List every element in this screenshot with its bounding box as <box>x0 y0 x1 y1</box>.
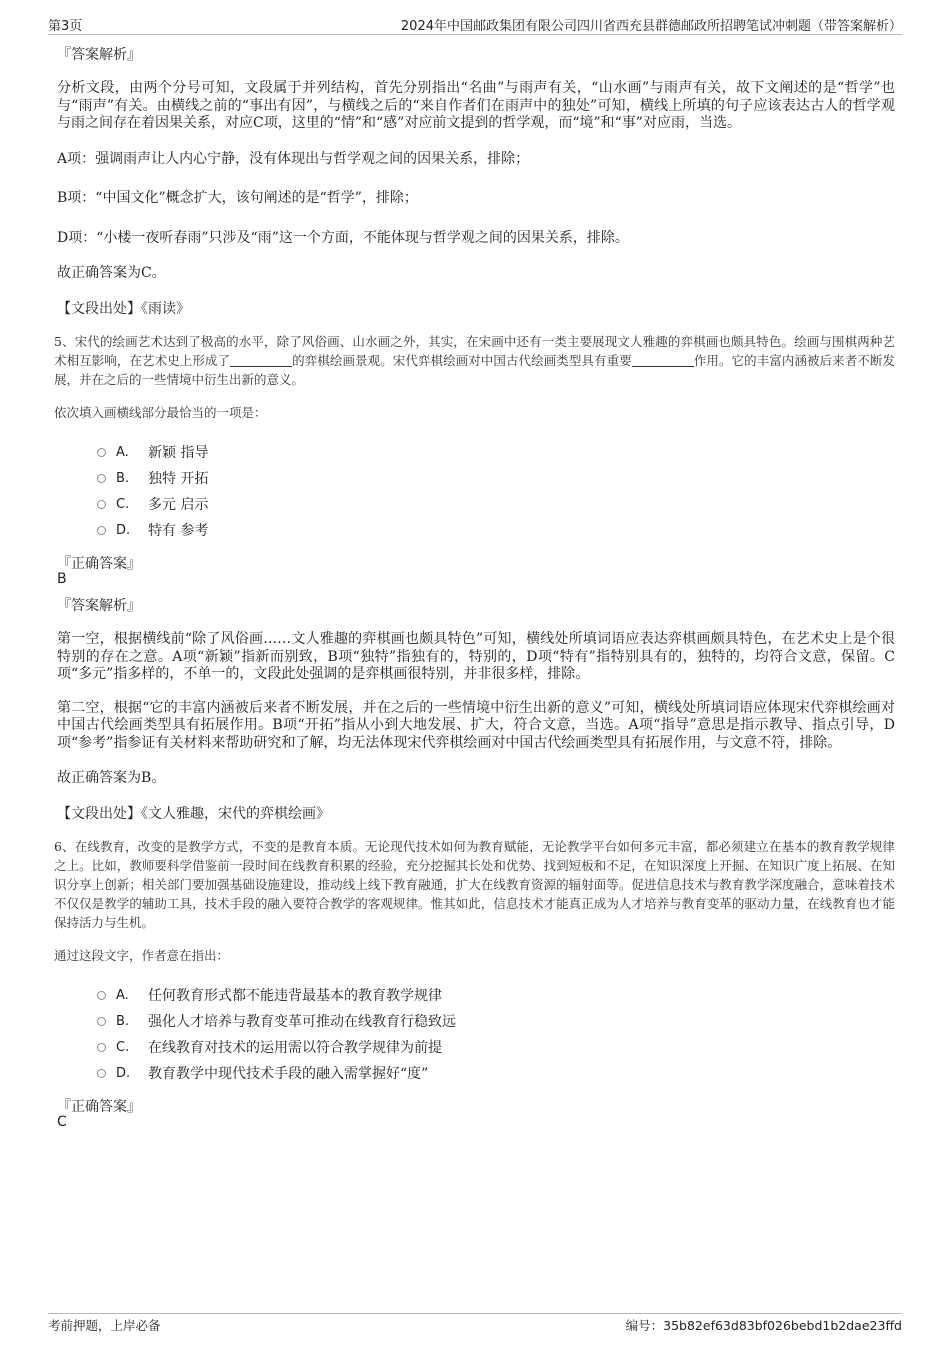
q5-stem-part1: 5、宋代的绘画艺术达到了极高的水平，除了风俗画、山水画之外，其实，在宋画中还有一类主要展现文人雅趣的弈棋画也颇具特色。绘画与围棋两种艺术相互影响，在艺术史上形成了 <box>54 334 895 368</box>
option-label: D. <box>116 522 131 538</box>
option-text: 在线教育对技术的运用需以符合教学规律为前提 <box>148 1040 442 1056</box>
radio-icon[interactable] <box>97 526 106 535</box>
q4-conclusion: 故正确答案为C。 <box>57 265 166 281</box>
main-content <box>54 44 895 1138</box>
radio-icon[interactable] <box>97 1043 106 1052</box>
option-label: C. <box>116 496 130 512</box>
option-label: B. <box>116 1013 130 1029</box>
q5-prompt: 依次填入画横线部分最恰当的一项是： <box>54 405 267 420</box>
q5-options <box>97 439 895 543</box>
q5-analysis-tag: 『答案解析』 <box>57 598 141 614</box>
option-label: C. <box>116 1039 130 1055</box>
option-label: B. <box>116 470 130 486</box>
q6-options <box>97 982 895 1086</box>
q4-analysis-option-b: B项：“中国文化”概念扩大，该句阐述的是“哲学”，排除； <box>57 190 418 206</box>
q5-option-d[interactable] <box>97 517 895 543</box>
option-text: 独特 开拓 <box>148 471 209 487</box>
q6-option-c[interactable] <box>97 1034 895 1060</box>
q5-analysis-paragraph-1: 第一空，根据横线前“除了风俗画……文人雅趣的弈棋画也颇具特色”可知，横线处所填词语应表达弈棋画颇具特色，在艺术史上是个很特别的存在之意。A项“新颖”指新而别致，B项“独特”指独有的，特别的，D项“特有”指特别具有的，独特的，均符合文意，保留。C项“多元”指多样的，不单一的，文段此处强调的是弈棋画很特别，并非很多样，排除。 <box>57 631 895 682</box>
document-title: 2024年中国邮政集团有限公司四川省西充县群德邮政所招聘笔试冲刺题（带答案解析） <box>400 19 902 34</box>
q6-answer: C <box>57 1114 67 1130</box>
q5-option-b[interactable] <box>97 465 895 491</box>
option-text: 特有 参考 <box>148 523 209 539</box>
q4-source: 【文段出处】《雨读》 <box>57 300 190 317</box>
q6-stem: 6、在线教育，改变的是教学方式，不变的是教育本质。无论现代技术如何为教育赋能，无论教学平台如何多元丰富，都必须建立在基本的教育教学规律之上。比如，教师要科学借鉴前一段时间在线教育积累的经验，充分挖掘其长处和优势、找到短板和不足，在知识深度上开掘、在知识广度上拓展、在知识分享上创新；相关部门要加强基础设施建设，推动线上线下教育融通，扩大在线教育资源的辐射面等。促进信息技术与教育教学深度融合，意味着技术不仅仅是教学的辅助工具，技术手段的融入要符合教学的客观规律。惟其如此，信息技术才能真正成为人才培养与教育变革的驱动力量，在线教育也才能保持活力与生机。 <box>54 839 895 930</box>
radio-icon[interactable] <box>97 448 106 457</box>
q5-conclusion: 故正确答案为B。 <box>57 770 166 786</box>
q5-blank-2 <box>632 354 694 367</box>
q6-option-d[interactable] <box>97 1060 895 1086</box>
option-text: 教育教学中现代技术手段的融入需掌握好“度” <box>148 1066 429 1082</box>
q4-analysis-paragraph: 分析文段，由两个分号可知，文段属于并列结构，首先分别指出“名曲”与雨声有关，“山水画”与雨声有关，故下文阐述的是“哲学”也与“雨声”有关。由横线之前的“事出有因”，与横线之后的“来自作者们在雨声中的独处”可知，横线上所填的句子应该表达古人的哲学观与雨之间存在着因果关系，对应C项，这里的“情”和“感”对应前文提到的哲学观，而“境”和“事”对应雨，当选。 <box>57 80 895 131</box>
radio-icon[interactable] <box>97 1017 106 1026</box>
q5-blank-1 <box>230 354 292 367</box>
option-text: 多元 启示 <box>148 497 209 513</box>
option-text: 强化人才培养与教育变革可推动在线教育行稳致远 <box>148 1014 456 1030</box>
radio-icon[interactable] <box>97 991 106 1000</box>
radio-icon[interactable] <box>97 474 106 483</box>
q4-analysis-tag: 『答案解析』 <box>57 47 141 63</box>
q4-analysis-option-a: A项：强调雨声让人内心宁静，没有体现出与哲学观之间的因果关系，排除； <box>57 150 530 167</box>
radio-icon[interactable] <box>97 1069 106 1078</box>
q5-stem-part2: 的弈棋绘画景观。宋代弈棋绘画对中国古代绘画类型具有重要 <box>292 353 632 368</box>
page-header <box>48 14 902 35</box>
q6-prompt: 通过这段文字，作者意在指出： <box>54 948 230 963</box>
q5-stem <box>54 332 895 389</box>
q5-answer-tag: 『正确答案』 <box>57 556 141 572</box>
option-label: A. <box>116 987 129 1003</box>
q5-option-c[interactable] <box>97 491 895 517</box>
q5-stem-part3: 作用。它的丰富内涵被后来者不断发展，并在之后的一些情境中衍生出新的意义。 <box>54 353 895 387</box>
q4-analysis-option-d: D项：“小楼一夜听春雨”只涉及“雨”这一个方面，不能体现与哲学观之间的因果关系，排除。 <box>57 229 629 246</box>
option-label: A. <box>116 444 129 460</box>
q5-answer: B <box>57 571 67 587</box>
page-footer <box>48 1313 902 1334</box>
q5-source: 【文段出处】《文人雅趣，宋代的弈棋绘画》 <box>57 805 330 822</box>
option-text: 新颖 指导 <box>148 445 209 461</box>
q6-answer-tag: 『正确答案』 <box>57 1099 141 1115</box>
document-id: 编号：35b82ef63d83bf026bebd1b2dae23ffd <box>625 1318 902 1333</box>
q5-option-a[interactable] <box>97 439 895 465</box>
footer-slogan: 考前押题，上岸必备 <box>48 1318 161 1333</box>
q5-analysis-paragraph-2: 第二空，根据“它的丰富内涵被后来者不断发展，并在之后的一些情境中衍生出新的意义”可知，横线处所填词语应体现宋代弈棋绘画对中国古代绘画类型具有拓展作用。B项“开拓”指从小到大地发展、扩大，符合文意，当选。A项“指导”意思是指示教导、指点引导，D项“参考”指参证有关材料来帮助研究和了解，均无法体现宋代弈棋绘画对中国古代绘画类型具有拓展作用，与文意不符，排除。 <box>57 699 895 751</box>
radio-icon[interactable] <box>97 500 106 509</box>
q6-option-b[interactable] <box>97 1008 895 1034</box>
option-label: D. <box>116 1065 131 1081</box>
q6-option-a[interactable] <box>97 982 895 1008</box>
option-text: 任何教育形式都不能违背最基本的教育教学规律 <box>148 988 442 1004</box>
page-number: 第3页 <box>48 19 83 34</box>
